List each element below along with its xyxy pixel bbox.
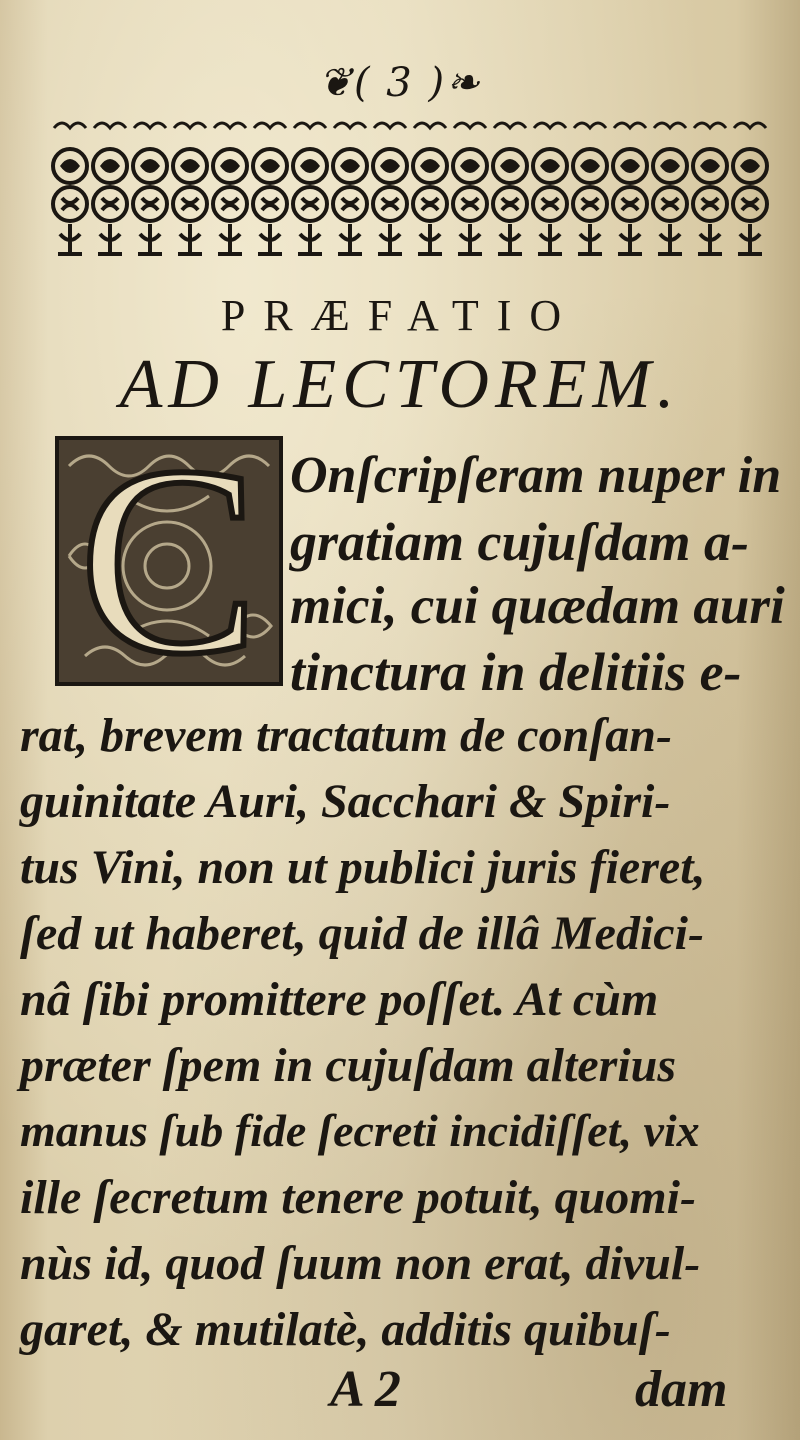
text-line: nùs id, quod ſuum non erat, divul- xyxy=(20,1237,701,1290)
ornamental-headpiece xyxy=(48,118,770,268)
text-line: rat, brevem tractatum de conſan- xyxy=(20,709,672,762)
initial-letter: C xyxy=(78,436,260,686)
signature-mark: A 2 xyxy=(330,1361,401,1418)
heading-praefatio: PRÆFATIO xyxy=(220,291,580,340)
heading-ad-lectorem: AD LECTOREM. xyxy=(119,346,681,423)
decorated-initial xyxy=(55,436,283,686)
catchword: dam xyxy=(635,1361,728,1418)
page-number: ❦( 3 )❧ xyxy=(318,60,482,106)
text-line: gratiam cujuſdam a- xyxy=(290,512,750,572)
text-line: nâ ſibi promittere poſſet. At cùm xyxy=(20,973,659,1026)
text-line: tinctura in delitiis e- xyxy=(290,642,742,702)
text-line: præter ſpem in cujuſdam alterius xyxy=(20,1039,677,1092)
text-line: mici, cui quædam auri xyxy=(290,577,785,635)
text-line: guinitate Auri, Sacchari & Spiri- xyxy=(20,775,671,828)
text-line: ille ſecretum tenere potuit, quomi- xyxy=(20,1171,696,1224)
text-line: manus ſub fide ſecreti incidiſſet, vix xyxy=(20,1105,700,1156)
text-line: garet, & mutilatè, additis quibuſ- xyxy=(20,1303,671,1356)
text-line: Onſcripſeram nuper in xyxy=(290,447,782,504)
text-line: tus Vini, non ut publici juris fieret, xyxy=(20,841,706,894)
text-line: ſed ut haberet, quid de illâ Medici- xyxy=(20,907,704,960)
